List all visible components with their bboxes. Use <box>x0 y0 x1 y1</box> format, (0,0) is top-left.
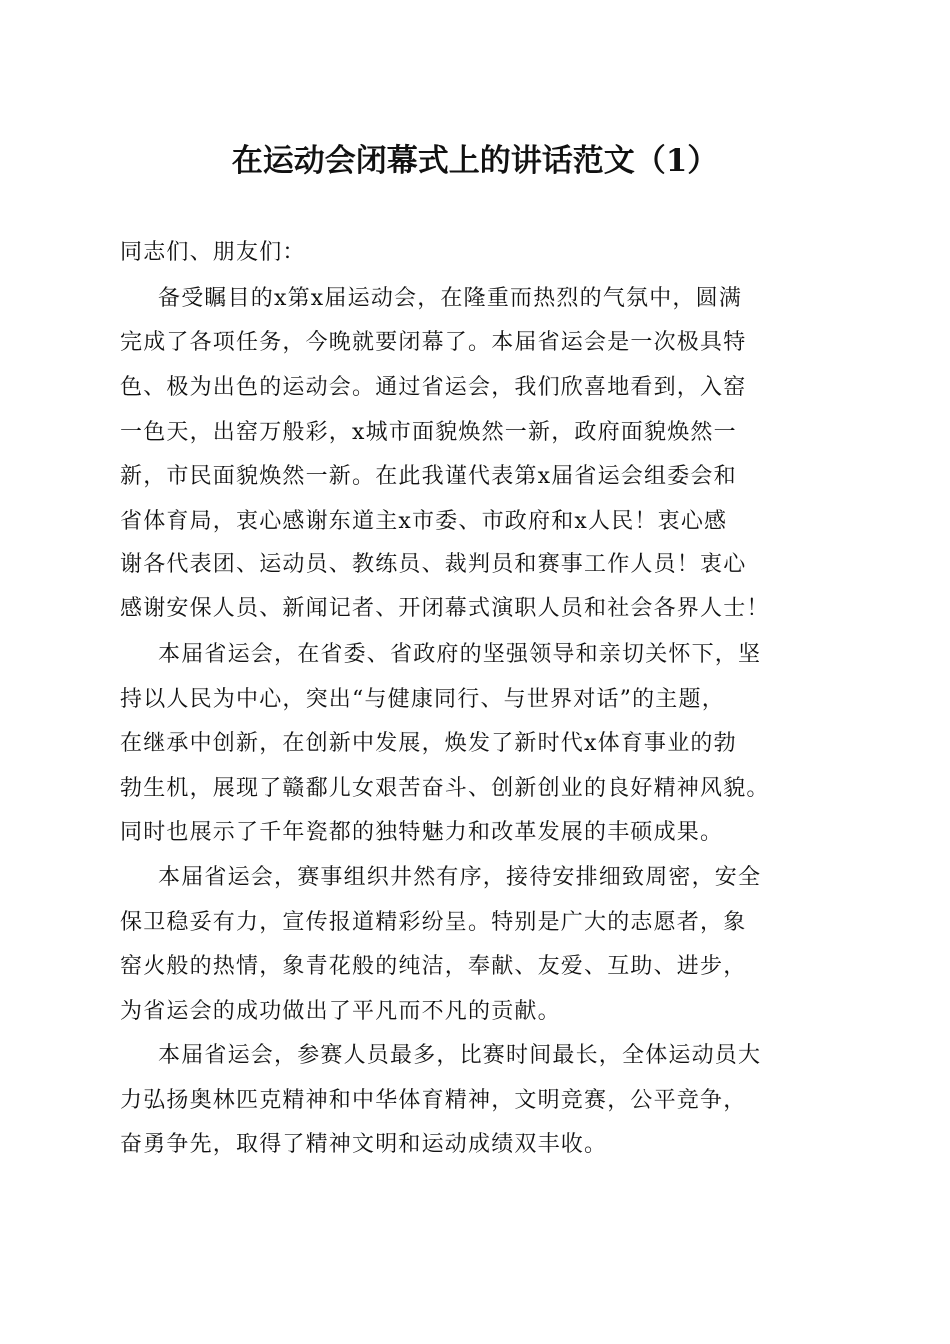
paragraph-line: 色、极为出色的运动会。通过省运会，我们欣喜地看到，入窑 <box>120 375 747 400</box>
paragraph-line: 持以人民为中心，突出“与健康同行、与世界对话”的主题， <box>120 687 725 712</box>
paragraph-line: 本届省运会，参赛人员最多，比赛时间最长，全体运动员大 <box>158 1043 762 1068</box>
paragraph-line: 感谢安保人员、新闻记者、开闭幕式演职人员和社会各界人士！ <box>120 596 770 621</box>
paragraph-line: 奋勇争先，取得了精神文明和运动成绩双丰收。 <box>120 1132 608 1157</box>
paragraph-line: 保卫稳妥有力，宣传报道精彩纷呈。特别是广大的志愿者，象 <box>120 910 747 935</box>
paragraph-line: 本届省运会，在省委、省政府的坚强领导和亲切关怀下，坚 <box>158 642 762 667</box>
paragraph-line: 勃生机，展现了赣鄱儿女艰苦奋斗、创新创业的良好精神风貌。 <box>120 776 770 801</box>
paragraph-line: 完成了各项任务，今晚就要闭幕了。本届省运会是一次极具特 <box>120 330 747 355</box>
document-title: 在运动会闭幕式上的讲话范文（1） <box>231 143 719 179</box>
paragraph-line: 为省运会的成功做出了平凡而不凡的贡献。 <box>120 999 561 1024</box>
paragraph-line: 谢各代表团、运动员、教练员、裁判员和赛事工作人员！衷心 <box>120 552 747 577</box>
paragraph-line: 在继承中创新，在创新中发展，焕发了新时代x体育事业的勃 <box>120 731 737 756</box>
paragraph-line: 省体育局，衷心感谢东道主x市委、市政府和x人民！衷心感 <box>120 509 728 534</box>
paragraph-line: 备受瞩目的x第x届运动会，在隆重而热烈的气氛中，圆满 <box>158 286 743 311</box>
paragraph-line: 本届省运会，赛事组织井然有序，接待安排细致周密，安全 <box>158 865 762 890</box>
salutation: 同志们、朋友们： <box>120 240 306 265</box>
paragraph-line: 一色天，出窑万般彩，x城市面貌焕然一新，政府面貌焕然一 <box>120 420 737 445</box>
paragraph-line: 窑火般的热情，象青花般的纯洁，奉献、友爱、互助、进步， <box>120 954 747 979</box>
paragraph-line: 力弘扬奥林匹克精神和中华体育精神，文明竞赛，公平竞争， <box>120 1088 747 1113</box>
paragraph-line: 同时也展示了千年瓷都的独特魅力和改革发展的丰硕成果。 <box>120 820 724 845</box>
paragraph-line: 新，市民面貌焕然一新。在此我谨代表第x届省运会组委会和 <box>120 464 737 489</box>
